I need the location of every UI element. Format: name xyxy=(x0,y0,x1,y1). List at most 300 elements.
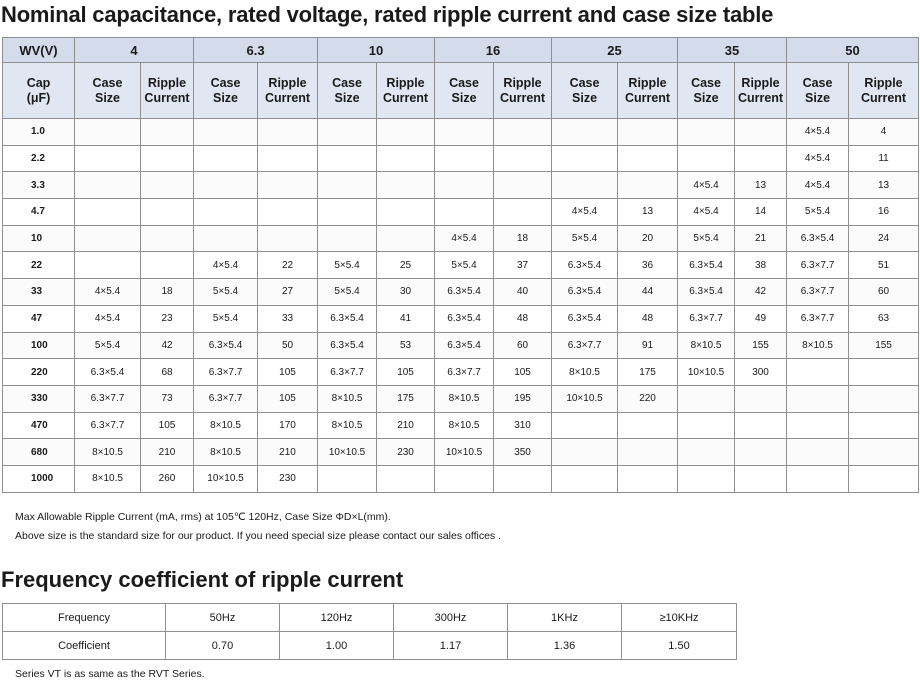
frequency-row-label: Frequency xyxy=(3,604,166,632)
table-row xyxy=(3,439,919,466)
ripple-current-cell: 155 xyxy=(735,332,787,359)
table-row xyxy=(3,385,919,412)
case-size-cell xyxy=(435,145,494,172)
ripple-current-header-line1: Ripple xyxy=(864,75,903,90)
case-size-cell: 5×5.4 xyxy=(552,225,618,252)
frequency-table-row xyxy=(3,632,737,660)
case-size-header-line1: Case xyxy=(210,75,241,90)
ripple-current-cell: 210 xyxy=(141,439,194,466)
case-size-cell xyxy=(75,145,141,172)
case-size-cell xyxy=(552,412,618,439)
ripple-current-header xyxy=(494,63,552,119)
case-size-cell: 5×5.4 xyxy=(75,332,141,359)
ripple-current-cell xyxy=(494,119,552,146)
capacitance-cell: 470 xyxy=(3,412,75,439)
ripple-current-cell: 48 xyxy=(618,305,678,332)
case-size-cell xyxy=(678,439,735,466)
frequency-value-cell: ≥10KHz xyxy=(622,604,737,632)
voltage-header: 6.3 xyxy=(194,38,318,63)
ripple-current-cell xyxy=(735,412,787,439)
frequency-value-cell: 0.70 xyxy=(166,632,280,660)
ripple-current-cell xyxy=(141,225,194,252)
ripple-current-cell: 53 xyxy=(377,332,435,359)
case-size-cell: 5×5.4 xyxy=(435,252,494,279)
capacitance-cell: 220 xyxy=(3,359,75,386)
case-size-cell: 6.3×7.7 xyxy=(552,332,618,359)
ripple-current-cell: 73 xyxy=(141,385,194,412)
ripple-current-cell xyxy=(618,145,678,172)
ripple-current-header-line2: Current xyxy=(144,90,190,105)
case-size-header xyxy=(75,63,141,119)
case-size-cell: 6.3×7.7 xyxy=(318,359,377,386)
case-size-cell xyxy=(194,172,258,199)
case-size-cell xyxy=(318,145,377,172)
ripple-current-cell xyxy=(377,225,435,252)
ripple-current-cell xyxy=(735,145,787,172)
capacitance-cell: 1000 xyxy=(3,465,75,492)
frequency-value-cell: 120Hz xyxy=(280,604,394,632)
ripple-current-cell: 50 xyxy=(258,332,318,359)
ripple-current-header xyxy=(141,63,194,119)
ripple-current-cell: 13 xyxy=(735,172,787,199)
capacitance-cell: 2.2 xyxy=(3,145,75,172)
capacitance-cell: 22 xyxy=(3,252,75,279)
ripple-current-cell: 13 xyxy=(618,199,678,226)
case-size-cell: 4×5.4 xyxy=(678,172,735,199)
frequency-value-cell: 1.17 xyxy=(394,632,508,660)
case-size-cell: 10×10.5 xyxy=(435,439,494,466)
case-size-cell: 5×5.4 xyxy=(318,279,377,306)
ripple-current-cell xyxy=(377,119,435,146)
ripple-current-cell: 41 xyxy=(377,305,435,332)
capacitance-cell: 330 xyxy=(3,385,75,412)
case-size-header xyxy=(552,63,618,119)
case-size-cell: 4×5.4 xyxy=(194,252,258,279)
ripple-current-cell: 68 xyxy=(141,359,194,386)
case-size-cell xyxy=(318,225,377,252)
case-size-header-line1: Case xyxy=(92,75,123,90)
ripple-current-header xyxy=(618,63,678,119)
case-size-cell: 8×10.5 xyxy=(787,332,849,359)
ripple-current-cell: 105 xyxy=(258,359,318,386)
case-size-cell: 6.3×5.4 xyxy=(435,305,494,332)
case-size-header-line1: Case xyxy=(449,75,479,90)
case-size-cell: 6.3×5.4 xyxy=(678,252,735,279)
table-row xyxy=(3,119,919,146)
ripple-current-cell: 260 xyxy=(141,465,194,492)
ripple-current-cell xyxy=(618,439,678,466)
ripple-current-cell xyxy=(258,199,318,226)
table-row xyxy=(3,172,919,199)
case-size-cell xyxy=(435,119,494,146)
ripple-current-header xyxy=(377,63,435,119)
case-size-cell xyxy=(318,172,377,199)
ripple-current-cell: 195 xyxy=(494,385,552,412)
ripple-current-cell: 60 xyxy=(494,332,552,359)
cap-header-line2: (μF) xyxy=(26,90,51,105)
ripple-current-cell: 220 xyxy=(618,385,678,412)
ripple-current-cell xyxy=(494,172,552,199)
frequency-coefficient-table xyxy=(2,603,737,660)
ripple-current-cell xyxy=(377,172,435,199)
case-size-header-line1: Case xyxy=(332,75,362,90)
ripple-current-cell: 175 xyxy=(377,385,435,412)
capacitance-cell: 680 xyxy=(3,439,75,466)
case-size-cell: 6.3×7.7 xyxy=(787,279,849,306)
section-title: Frequency coefficient of ripple current xyxy=(1,567,404,592)
ripple-current-cell: 36 xyxy=(618,252,678,279)
ripple-current-cell: 350 xyxy=(494,439,552,466)
ripple-current-header-line1: Ripple xyxy=(386,75,425,90)
ripple-current-cell: 91 xyxy=(618,332,678,359)
case-size-cell: 4×5.4 xyxy=(435,225,494,252)
case-size-cell xyxy=(194,199,258,226)
footer-note: Series VT is as same as the RVT Series. xyxy=(15,668,205,680)
case-size-cell xyxy=(787,465,849,492)
note-line-1: Max Allowable Ripple Current (mA, rms) at 105℃ 120Hz, Case Size ΦD×L(mm). xyxy=(15,511,391,523)
ripple-current-cell: 20 xyxy=(618,225,678,252)
ripple-current-cell: 30 xyxy=(377,279,435,306)
case-size-header xyxy=(787,63,849,119)
frequency-value-cell: 1.00 xyxy=(280,632,394,660)
ripple-current-header-line2: Current xyxy=(737,90,784,105)
ripple-current-cell: 14 xyxy=(735,199,787,226)
voltage-header: 35 xyxy=(678,38,787,63)
ripple-current-cell xyxy=(494,199,552,226)
case-size-cell: 8×10.5 xyxy=(194,412,258,439)
ripple-current-cell: 24 xyxy=(849,225,919,252)
frequency-value-cell: 50Hz xyxy=(166,604,280,632)
case-size-cell: 4×5.4 xyxy=(552,199,618,226)
ripple-current-cell: 18 xyxy=(141,279,194,306)
case-size-cell xyxy=(318,119,377,146)
case-size-cell: 6.3×5.4 xyxy=(194,332,258,359)
case-size-cell: 6.3×5.4 xyxy=(435,279,494,306)
case-size-cell: 6.3×7.7 xyxy=(75,385,141,412)
capacitance-cell: 33 xyxy=(3,279,75,306)
ripple-current-cell: 63 xyxy=(849,305,919,332)
case-size-cell: 8×10.5 xyxy=(75,465,141,492)
cap-header xyxy=(3,63,75,119)
case-size-cell: 8×10.5 xyxy=(552,359,618,386)
case-size-header-line2: Size xyxy=(572,90,598,105)
case-size-cell: 6.3×7.7 xyxy=(787,305,849,332)
frequency-value-cell: 1.50 xyxy=(622,632,737,660)
ripple-current-cell: 155 xyxy=(849,332,919,359)
ripple-current-cell: 210 xyxy=(258,439,318,466)
table-row xyxy=(3,305,919,332)
ripple-current-cell xyxy=(849,439,919,466)
table-row xyxy=(3,145,919,172)
ripple-current-cell: 170 xyxy=(258,412,318,439)
case-size-cell: 8×10.5 xyxy=(318,412,377,439)
case-size-header-line2: Size xyxy=(693,90,719,105)
frequency-table-row xyxy=(3,604,737,632)
case-size-cell: 6.3×7.7 xyxy=(194,359,258,386)
table-row xyxy=(3,225,919,252)
case-size-cell xyxy=(787,439,849,466)
capacitance-cell: 10 xyxy=(3,225,75,252)
ripple-current-header-line1: Ripple xyxy=(268,75,307,90)
case-size-cell: 10×10.5 xyxy=(678,359,735,386)
case-size-cell: 4×5.4 xyxy=(75,279,141,306)
frequency-value-cell: 1.36 xyxy=(508,632,622,660)
ripple-current-cell xyxy=(735,119,787,146)
case-size-cell: 4×5.4 xyxy=(75,305,141,332)
case-size-cell: 5×5.4 xyxy=(194,305,258,332)
case-size-cell xyxy=(435,172,494,199)
ripple-current-header-line1: Ripple xyxy=(628,75,667,90)
case-size-cell xyxy=(75,252,141,279)
case-size-cell xyxy=(552,119,618,146)
ripple-current-cell xyxy=(141,119,194,146)
case-size-header xyxy=(318,63,377,119)
case-size-cell: 8×10.5 xyxy=(435,412,494,439)
ripple-current-header-line2: Current xyxy=(382,90,429,105)
case-size-cell: 6.3×7.7 xyxy=(194,385,258,412)
case-size-cell: 5×5.4 xyxy=(194,279,258,306)
voltage-header-row xyxy=(3,38,919,63)
ripple-current-cell xyxy=(258,145,318,172)
ripple-current-cell xyxy=(494,145,552,172)
case-size-cell xyxy=(552,465,618,492)
case-size-cell: 8×10.5 xyxy=(435,385,494,412)
ripple-current-cell: 60 xyxy=(849,279,919,306)
ripple-current-cell: 230 xyxy=(258,465,318,492)
ripple-current-cell xyxy=(735,439,787,466)
case-size-cell: 6.3×7.7 xyxy=(787,252,849,279)
ripple-current-cell xyxy=(618,119,678,146)
case-size-header-line2: Size xyxy=(805,90,831,105)
ripple-current-header-line2: Current xyxy=(499,90,546,105)
ripple-current-header-line2: Current xyxy=(264,90,311,105)
ripple-current-cell xyxy=(377,145,435,172)
case-size-cell: 6.3×5.4 xyxy=(552,305,618,332)
ripple-current-cell: 44 xyxy=(618,279,678,306)
case-size-cell xyxy=(552,439,618,466)
ripple-current-cell xyxy=(377,199,435,226)
ripple-current-cell: 49 xyxy=(735,305,787,332)
capacitance-cell: 4.7 xyxy=(3,199,75,226)
capacitance-cell: 100 xyxy=(3,332,75,359)
case-size-cell xyxy=(678,465,735,492)
ripple-current-cell: 48 xyxy=(494,305,552,332)
ripple-current-cell xyxy=(735,385,787,412)
case-size-cell xyxy=(552,172,618,199)
ripple-current-header-line1: Ripple xyxy=(741,75,780,90)
frequency-row-label: Coefficient xyxy=(3,632,166,660)
case-size-cell xyxy=(75,225,141,252)
ripple-current-cell xyxy=(141,172,194,199)
table-row xyxy=(3,279,919,306)
ripple-current-cell: 42 xyxy=(735,279,787,306)
case-size-cell: 4×5.4 xyxy=(678,199,735,226)
case-size-header xyxy=(435,63,494,119)
frequency-value-cell: 300Hz xyxy=(394,604,508,632)
case-size-cell xyxy=(435,199,494,226)
ripple-current-cell: 300 xyxy=(735,359,787,386)
case-size-header-line1: Case xyxy=(802,75,833,90)
case-size-cell: 10×10.5 xyxy=(194,465,258,492)
ripple-current-cell: 11 xyxy=(849,145,919,172)
capacitance-cell: 1.0 xyxy=(3,119,75,146)
capacitance-table xyxy=(2,37,919,493)
table-row xyxy=(3,359,919,386)
voltage-header: 4 xyxy=(75,38,194,63)
ripple-current-cell: 105 xyxy=(258,385,318,412)
ripple-current-cell xyxy=(618,412,678,439)
case-size-cell xyxy=(194,119,258,146)
case-size-header-line2: Size xyxy=(94,90,120,105)
ripple-current-cell xyxy=(849,359,919,386)
ripple-current-cell: 38 xyxy=(735,252,787,279)
case-size-cell: 10×10.5 xyxy=(318,439,377,466)
case-size-cell: 8×10.5 xyxy=(194,439,258,466)
table-row xyxy=(3,465,919,492)
ripple-current-cell xyxy=(377,465,435,492)
case-size-header-line2: Size xyxy=(213,90,239,105)
capacitance-cell: 3.3 xyxy=(3,172,75,199)
voltage-header: 50 xyxy=(787,38,919,63)
ripple-current-header-line1: Ripple xyxy=(147,75,187,90)
ripple-current-cell: 22 xyxy=(258,252,318,279)
case-size-cell xyxy=(194,145,258,172)
ripple-current-cell: 40 xyxy=(494,279,552,306)
case-size-cell xyxy=(787,359,849,386)
case-size-cell: 4×5.4 xyxy=(787,145,849,172)
ripple-current-cell: 310 xyxy=(494,412,552,439)
case-size-header-line1: Case xyxy=(691,75,721,90)
voltage-header: 25 xyxy=(552,38,678,63)
ripple-current-cell: 18 xyxy=(494,225,552,252)
page-title: Nominal capacitance, rated voltage, rated ripple current and case size table xyxy=(1,2,774,27)
ripple-current-cell xyxy=(258,172,318,199)
ripple-current-cell: 37 xyxy=(494,252,552,279)
ripple-current-cell: 23 xyxy=(141,305,194,332)
case-size-cell: 6.3×5.4 xyxy=(787,225,849,252)
table-body xyxy=(3,119,919,493)
case-size-header xyxy=(194,63,258,119)
case-size-cell: 6.3×5.4 xyxy=(678,279,735,306)
ripple-current-cell xyxy=(735,465,787,492)
ripple-current-header-line2: Current xyxy=(860,90,907,105)
case-size-cell: 6.3×7.7 xyxy=(75,412,141,439)
ripple-current-cell xyxy=(258,119,318,146)
ripple-current-cell: 210 xyxy=(377,412,435,439)
case-size-cell: 6.3×5.4 xyxy=(318,305,377,332)
ripple-current-cell: 27 xyxy=(258,279,318,306)
cap-header-line1: Cap xyxy=(26,75,51,90)
case-size-cell: 6.3×7.7 xyxy=(435,359,494,386)
case-size-cell: 6.3×5.4 xyxy=(552,252,618,279)
case-size-cell: 8×10.5 xyxy=(75,439,141,466)
case-size-cell xyxy=(318,199,377,226)
table-row xyxy=(3,332,919,359)
ripple-current-cell: 4 xyxy=(849,119,919,146)
ripple-current-cell: 25 xyxy=(377,252,435,279)
case-size-cell xyxy=(318,465,377,492)
ripple-current-cell xyxy=(618,465,678,492)
column-header-row xyxy=(3,63,919,119)
voltage-header: 10 xyxy=(318,38,435,63)
case-size-cell: 5×5.4 xyxy=(318,252,377,279)
ripple-current-cell xyxy=(141,252,194,279)
case-size-cell xyxy=(75,119,141,146)
frequency-value-cell: 1KHz xyxy=(508,604,622,632)
case-size-cell: 5×5.4 xyxy=(787,199,849,226)
case-size-cell xyxy=(678,412,735,439)
case-size-cell: 5×5.4 xyxy=(678,225,735,252)
note-line-2: Above size is the standard size for our product. If you need special size please contact our sales offices . xyxy=(15,530,501,542)
table-row xyxy=(3,199,919,226)
case-size-cell: 6.3×5.4 xyxy=(435,332,494,359)
case-size-cell xyxy=(552,145,618,172)
case-size-header-line1: Case xyxy=(569,75,600,90)
ripple-current-cell: 51 xyxy=(849,252,919,279)
ripple-current-cell: 105 xyxy=(141,412,194,439)
ripple-current-cell: 105 xyxy=(494,359,552,386)
ripple-current-header-line2: Current xyxy=(624,90,671,105)
case-size-header xyxy=(678,63,735,119)
ripple-current-cell xyxy=(258,225,318,252)
ripple-current-cell: 230 xyxy=(377,439,435,466)
case-size-cell xyxy=(75,172,141,199)
case-size-cell xyxy=(678,385,735,412)
frequency-table-body xyxy=(3,604,737,660)
ripple-current-cell xyxy=(849,385,919,412)
wv-label: WV(V) xyxy=(3,38,75,63)
case-size-cell: 6.3×5.4 xyxy=(552,279,618,306)
case-size-cell xyxy=(787,385,849,412)
ripple-current-cell: 13 xyxy=(849,172,919,199)
ripple-current-cell: 16 xyxy=(849,199,919,226)
case-size-cell xyxy=(787,412,849,439)
ripple-current-cell xyxy=(141,145,194,172)
case-size-cell: 6.3×5.4 xyxy=(75,359,141,386)
ripple-current-cell xyxy=(849,465,919,492)
ripple-current-header xyxy=(849,63,919,119)
case-size-cell: 4×5.4 xyxy=(787,172,849,199)
case-size-cell: 10×10.5 xyxy=(552,385,618,412)
case-size-cell xyxy=(75,199,141,226)
table-row xyxy=(3,252,919,279)
case-size-header-line2: Size xyxy=(451,90,477,105)
case-size-cell: 6.3×7.7 xyxy=(678,305,735,332)
case-size-cell xyxy=(678,145,735,172)
case-size-cell: 4×5.4 xyxy=(787,119,849,146)
ripple-current-cell: 42 xyxy=(141,332,194,359)
ripple-current-cell xyxy=(618,172,678,199)
case-size-cell xyxy=(194,225,258,252)
case-size-cell xyxy=(678,119,735,146)
capacitance-cell: 47 xyxy=(3,305,75,332)
ripple-current-cell: 33 xyxy=(258,305,318,332)
ripple-current-cell: 105 xyxy=(377,359,435,386)
case-size-cell: 6.3×5.4 xyxy=(318,332,377,359)
case-size-cell: 8×10.5 xyxy=(318,385,377,412)
ripple-current-cell: 175 xyxy=(618,359,678,386)
case-size-cell: 8×10.5 xyxy=(678,332,735,359)
ripple-current-cell xyxy=(494,465,552,492)
case-size-cell xyxy=(435,465,494,492)
ripple-current-cell xyxy=(141,199,194,226)
ripple-current-cell xyxy=(849,412,919,439)
ripple-current-header-line1: Ripple xyxy=(503,75,542,90)
case-size-header-line2: Size xyxy=(334,90,360,105)
voltage-header: 16 xyxy=(435,38,552,63)
ripple-current-header xyxy=(258,63,318,119)
ripple-current-header xyxy=(735,63,787,119)
